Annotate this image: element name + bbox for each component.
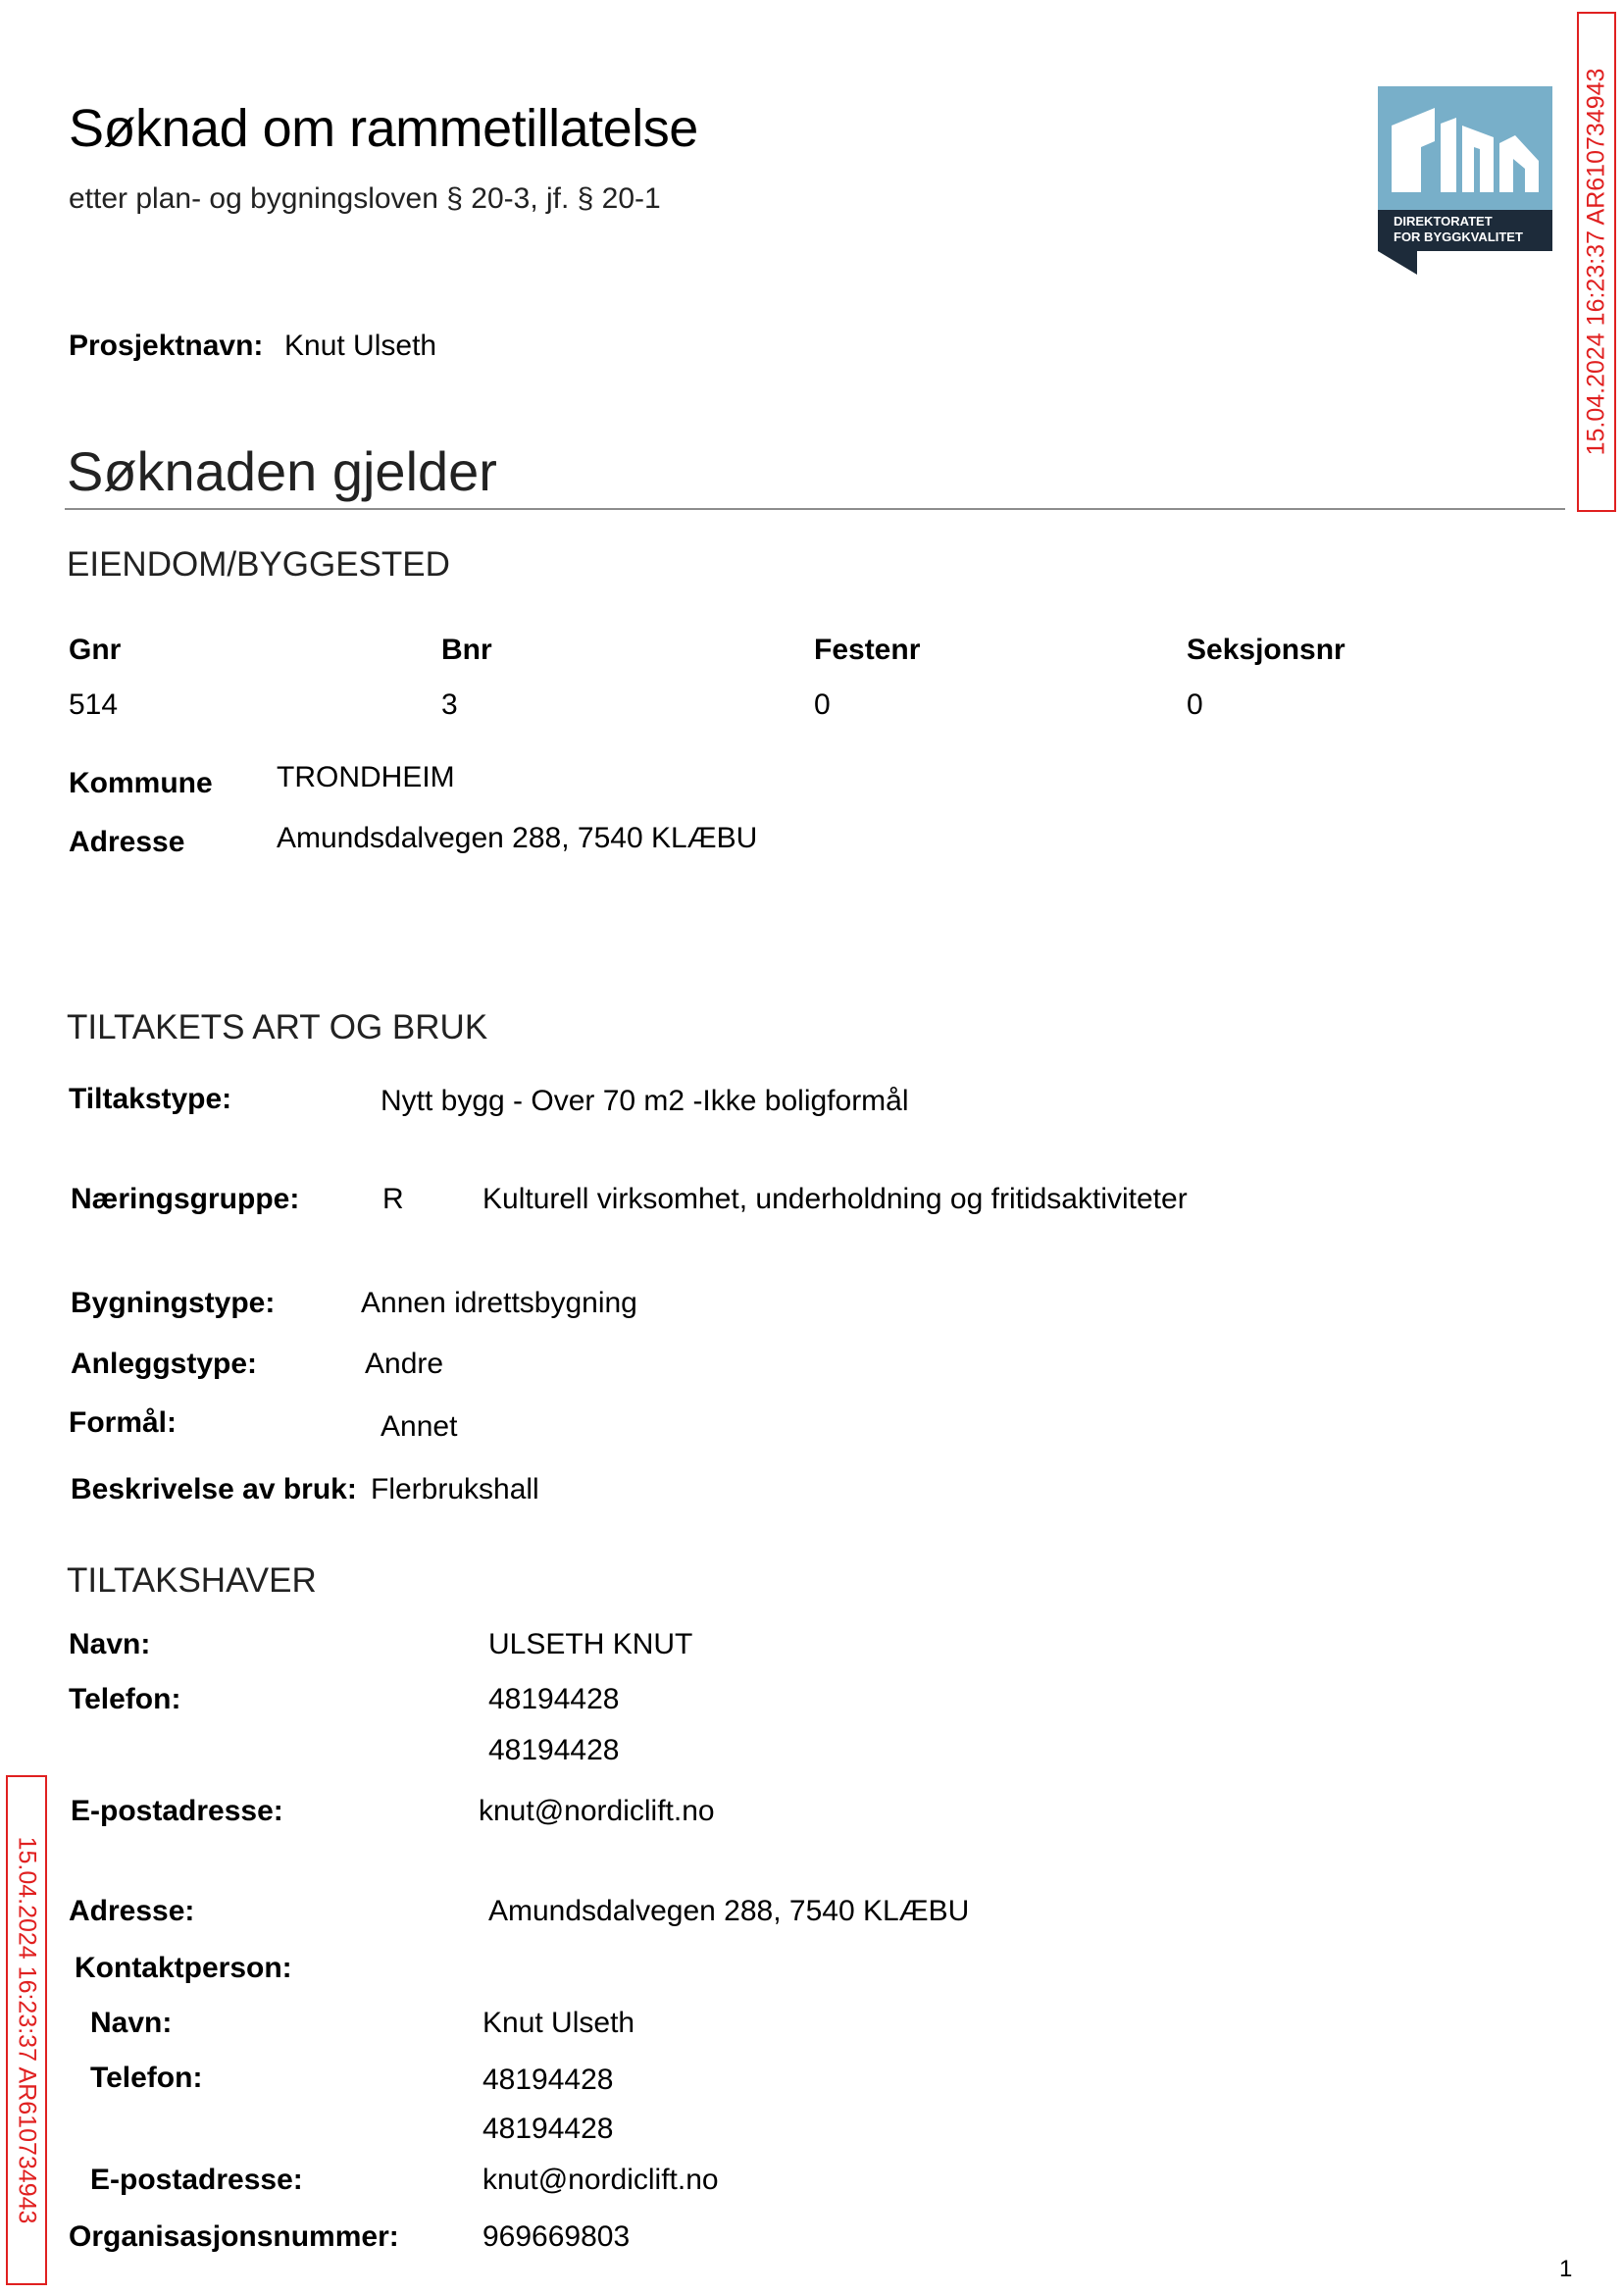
adresse-label: Adresse	[69, 826, 185, 858]
bygningstype-value: Annen idrettsbygning	[361, 1287, 637, 1319]
bygningstype-label: Bygningstype:	[71, 1287, 276, 1319]
formal-value: Annet	[381, 1410, 458, 1443]
stamp-left	[6, 1775, 47, 2285]
gnr-value: 514	[69, 688, 119, 721]
project-label: Prosjektnavn:	[69, 330, 264, 362]
property-heading: EIENDOM/BYGGESTED	[67, 545, 450, 584]
stamp-right	[1577, 12, 1616, 512]
kp-telefon-label: Telefon:	[90, 2062, 203, 2094]
adresse-value: Amundsdalvegen 288, 7540 KLÆBU	[277, 822, 758, 854]
seksjonsnr-label: Seksjonsnr	[1187, 634, 1345, 666]
th-epost-label: E-postadresse:	[71, 1795, 283, 1827]
stamp-left-text: 15.04.2024 16:23:37 AR610734943	[13, 1836, 41, 2224]
kp-telefon-value-2: 48194428	[482, 2113, 614, 2145]
page-number: 1	[1559, 2256, 1573, 2282]
gnr-label: Gnr	[69, 634, 122, 666]
kommune-label: Kommune	[69, 767, 213, 799]
tiltakstype-value: Nytt bygg - Over 70 m2 -Ikke boligformål	[381, 1085, 909, 1117]
th-navn-label: Navn:	[69, 1628, 151, 1660]
kp-epost-value[interactable]: knut@nordiclift.no	[482, 2164, 719, 2196]
logo-text-2: FOR BYGGKVALITET	[1394, 229, 1523, 244]
beskrivelse-label: Beskrivelse av bruk:	[71, 1473, 357, 1505]
section-divider	[65, 508, 1565, 510]
document-subtitle: etter plan- og bygningsloven § 20-3, jf. § 20-1	[69, 182, 661, 215]
beskrivelse-value: Flerbrukshall	[371, 1473, 539, 1505]
kommune-value: TRONDHEIM	[277, 761, 455, 793]
formal-label: Formål:	[69, 1406, 178, 1439]
kp-epost-label: E-postadresse:	[90, 2164, 303, 2196]
stamp-right-text: 15.04.2024 16:23:37 AR610734943	[1582, 68, 1610, 456]
org-label: Organisasjonsnummer:	[69, 2220, 399, 2253]
th-epost-value[interactable]: knut@nordiclift.no	[479, 1795, 715, 1827]
naeringsgruppe-value: Kulturell virksomhet, underholdning og fritidsaktiviteter	[482, 1183, 1188, 1215]
org-value: 969669803	[482, 2220, 631, 2253]
kp-telefon-value-1: 48194428	[482, 2064, 614, 2096]
th-navn-value: ULSETH KNUT	[488, 1628, 693, 1660]
th-telefon-label: Telefon:	[69, 1683, 181, 1715]
seksjonsnr-value: 0	[1187, 688, 1203, 721]
dibk-logo	[1378, 86, 1552, 275]
festenr-label: Festenr	[814, 634, 921, 666]
project-value: Knut Ulseth	[284, 330, 437, 362]
kp-navn-label: Navn:	[90, 2007, 173, 2039]
th-telefon-value-2: 48194428	[488, 1734, 620, 1766]
anleggstype-label: Anleggstype:	[71, 1348, 258, 1380]
naeringsgruppe-label: Næringsgruppe:	[71, 1183, 300, 1215]
logo-text-1: DIREKTORATET	[1394, 214, 1493, 229]
kontaktperson-label: Kontaktperson:	[75, 1952, 292, 1984]
tiltak-heading: TILTAKETS ART OG BRUK	[67, 1008, 488, 1046]
festenr-value: 0	[814, 688, 831, 721]
bnr-label: Bnr	[441, 634, 492, 666]
section-title: Søknaden gjelder	[67, 440, 497, 502]
tiltakstype-label: Tiltakstype:	[69, 1083, 232, 1115]
anleggstype-value: Andre	[365, 1348, 444, 1380]
bnr-value: 3	[441, 688, 458, 721]
th-adresse-value: Amundsdalvegen 288, 7540 KLÆBU	[488, 1895, 970, 1927]
tiltakshaver-heading: TILTAKSHAVER	[67, 1561, 317, 1600]
th-adresse-label: Adresse:	[69, 1895, 195, 1927]
document-title: Søknad om rammetillatelse	[69, 99, 698, 158]
kp-navn-value: Knut Ulseth	[482, 2007, 635, 2039]
th-telefon-value-1: 48194428	[488, 1683, 620, 1715]
naeringsgruppe-code: R	[382, 1183, 404, 1215]
